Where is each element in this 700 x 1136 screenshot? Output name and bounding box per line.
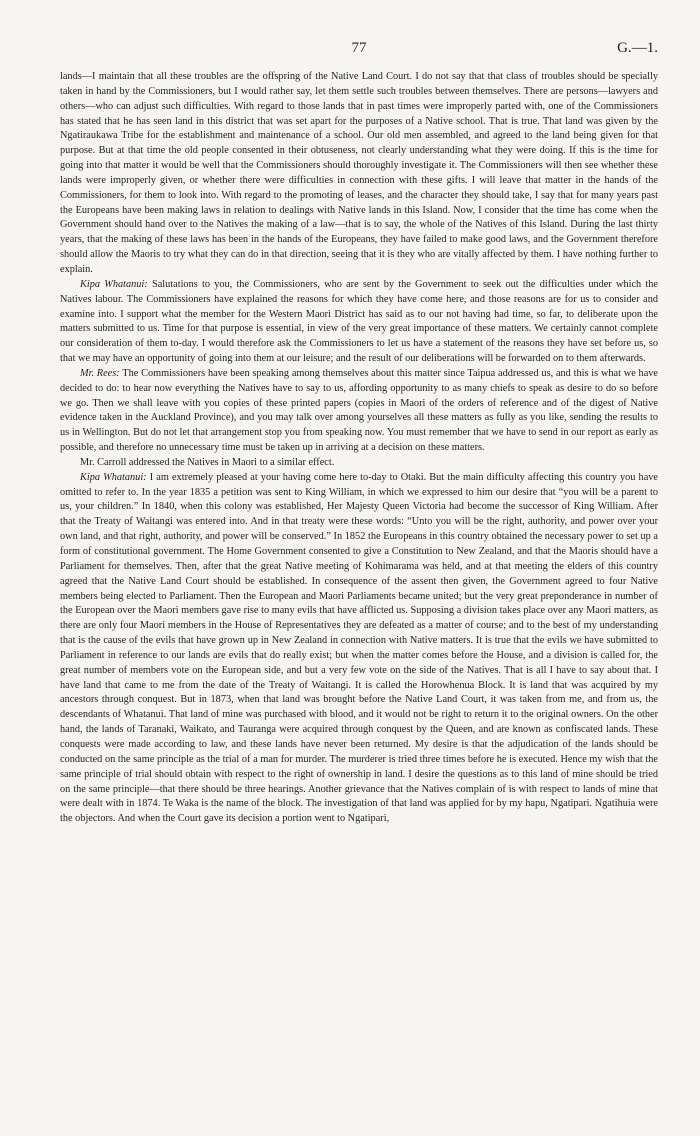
paragraph-text: lands—I maintain that all these troubles are the offspring of the Native Land Court. I do not say that that class of troubles should be specially taken in hand by the Commissioners, but I would rather say, let them settle such troubles between themselves. There are persons—lawyers and others—who can adjust such difficulties. With regard to those lands that in past times were improperly parted with, one of the Commissioners has stated that he has seen land in this district that was set apart for the purposes of a Native school. That is true. That land was given by the Ngatiraukawa Tribe for the establishment and maintenance of a school. Our old men assembled, and agreed to the land being given for that purpose. But at that time the old people consented in their obtuseness, not clearly understanding what they were doing. If this is the time for going into that matter it would be well that the Commissioners should thoroughly investigate it. The Commissioners will then see whether these lands were improperly given, or whether there were difficulties in connection with these gifts. I will leave that matter in the hands of the Commissioners, for them to look into. With regard to the promoting of leases, and the character they should take, I say that for many years past the Europeans have been making laws in relation to dealings with Native lands in this Island. Now, I consider that the time has come when the Government should hand over to the Natives the making of a law—that is to say, the whole of the Natives of this Island. During the last thirty years, that the making of these laws has been in the hands of the Europeans, they have failed to make good laws, and the Government therefore should allow the Maoris to try what they can do in that direction, seeing that it is they who are vitally affected by them. I have nothing further to explain. xyxy=(60,71,658,275)
speaker-name: Mr. Rees: xyxy=(80,367,120,379)
paragraph xyxy=(60,367,658,456)
paragraph xyxy=(60,70,658,278)
body-text xyxy=(60,70,658,827)
document-reference: G.—1. xyxy=(617,40,658,56)
paragraph-text: Salutations to you, the Commissioners, who are sent by the Government to seek out the difficulties under which the Natives labour. The Commissioners have explained the reasons for which they have come here, and those reasons are for us to consider and examine into. I support what the member for the Western Maori District has said as to our not having had time, so far, to deliberate upon the matters submitted to us. Time for that purpose is essential, in view of the very great importance of these matters. We certainly cannot complete our consideration of them to-day. I would therefore ask the Commissioners to let us have a statement of the reasons they have set before us, so that we may have an opportunity of going into them at our leisure; and the result of our deliberations will be forwarded on to them afterwards. xyxy=(60,278,658,365)
paragraph-text: I am extremely pleased at your having come here to-day to Otaki. But the main difficulty affecting this country you have omitted to refer to. In the year 1835 a petition was sent to King William, in which we expressed to him our desire that “you will be a parent to us, your children.” In 1840, when this colony was established, Her Majesty Queen Victoria had become the successor of King William. After that the Treaty of Waitangi was entered into. And in that treaty were these words: “Unto you will be the right, authority, and power over your own land, and that right, authority, and power will be conserved.” In 1852 the Europeans in this country obtained the necessary power to set up a form of constitutional government. The Home Government consented to give a Constitution to New Zealand, and that the Maoris should have a Parliament for themselves. Then, after that the great Native meeting of Kohimarama was held, and at that meeting the elders of this country agreed that the Native Land Court should be established. In consequence of the assent then given, the Government agreed to four Native members being elected to Parliament. Then the European and Maori Parliaments became united; but the very great preponderance in number of the European over the Maori members gave rise to many evils that have afflicted us. Supposing a division takes place over any Maori matters, as there are only four Maori members in the House of Representatives they are defeated as a matter of course; and to the best of my understanding that is the cause of the evils that have grown up in New Zealand in connection with Native matters. It is true that the evils we have submitted to Parliament in reference to our lands are evils that do really exist; but when the matter comes before the House, and a division is called for, the great number of members vote on the European side, and but a very few vote on the side of the Natives. That is all I have to say about that. I have land that came to me from the date of the Treaty of Waitangi. It is called the Horowhenua Block. It is land that was acquired by my ancestors through conquest. But in 1873, when that land was brought before the Native Land Court, it was taken from me, and from us, the descendants of Whatanui. That land of mine was purchased with blood, and it would not be right to return it to the original owners. On the other hand, the lands of Taranaki, Waikato, and Tauranga were acquired through conquest by the Queen, and are known as confiscated lands. These conquests were made according to law, and these lands have never been returned. My desire is that the adjudication of the lands should be conducted on the same principle as the trial of a man for murder. The murderer is tried three times before he is executed. Hence my wish that the same principle of trial should obtain with respect to the right of ownership in land. I desire the questions as to this land of mine should be tried on the same principle—that there should be three hearings. Another grievance that the Natives complain of is with respect to lands of mine that were dealt with in 1874. Te Waka is the name of the block. The investigation of that land was applied for by my hapu, Ngatipari. Ngatihuia were the objectors. And when the Court gave its decision a portion went to Ngatipari, xyxy=(60,471,658,825)
speaker-name: Kipa Whatanui: xyxy=(80,471,147,483)
speaker-name: Kipa Whatanui: xyxy=(80,278,148,290)
paragraph-text: Mr. Carroll addressed the Natives in Maori to a similar effect. xyxy=(80,456,335,468)
paragraph-text: The Commissioners have been speaking among themselves about this matter since Taipua addressed us, and this is what we have decided to do: to hear now everything the Natives have to say to us, affording opportunity to as many chiefs to speak as desire to do so before we go. Then we shall leave with you copies of these printed papers (copies in Maori of the orders of reference and of the digest of Native evidence taken in the Auckland Province), and you may talk over among yourselves all these matters as fully as you like, sending the results to us in Wellington. But do not let that arrangement stop you from speaking now. You must remember that we have to send in our report as early as possible, and therefore no unnecessary time must be taken up in arriving at a decision on these matters. xyxy=(60,367,658,454)
paragraph xyxy=(60,278,658,367)
paragraph xyxy=(60,471,658,827)
paragraph xyxy=(60,456,658,471)
page-number: 77 xyxy=(351,40,367,56)
page-header xyxy=(60,40,658,60)
